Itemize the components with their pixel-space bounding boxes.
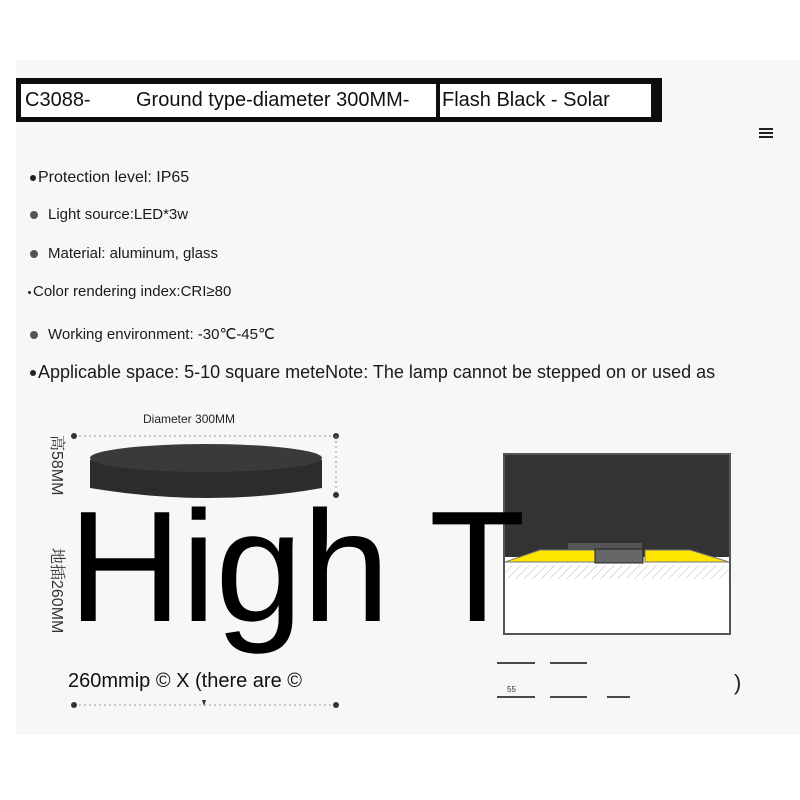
lamp-top — [90, 444, 322, 472]
spec-environment — [30, 325, 275, 345]
height-label: 高58MM — [48, 435, 65, 496]
bullet-icon — [30, 331, 38, 339]
bullet-icon — [30, 250, 38, 258]
bullet-icon — [30, 370, 36, 376]
paren-glyph: ) — [734, 670, 742, 695]
spec-space-text: Applicable space: 5-10 square meteNote: The lamp cannot be stepped on or used as — [38, 362, 716, 382]
spec-protection-text: Protection level: IP65 — [38, 169, 190, 186]
spec-cri — [28, 282, 231, 302]
menu-icon[interactable] — [759, 128, 773, 138]
dim-marker — [71, 433, 77, 439]
dim-marker — [333, 702, 339, 708]
bullet-icon — [30, 175, 36, 181]
spec-material-text: Material: aluminum, glass — [48, 245, 219, 262]
spec-cri-text: Color rendering index:CRI≥80 — [33, 283, 232, 300]
dark-surface — [505, 455, 729, 557]
small-mark: 55 — [507, 685, 516, 694]
spec-material — [30, 244, 218, 264]
lamp-core — [595, 549, 643, 563]
spec-light-source-text: Light source:LED*3w — [48, 206, 189, 223]
spec-environment-text: Working environment: -30℃-45℃ — [48, 326, 275, 343]
stake-label: 地插260MM — [48, 548, 65, 634]
diameter-label: Diameter 300MM — [143, 412, 236, 426]
product-code: C3088- — [25, 89, 91, 111]
bullet-icon — [30, 211, 38, 219]
watermark-text: High T — [68, 479, 525, 655]
dimension-marks — [495, 655, 745, 705]
bullet-icon — [28, 291, 31, 294]
spec-space — [30, 362, 715, 382]
product-description: Ground type-diameter 300MM- — [136, 89, 410, 111]
ground-hatch — [505, 565, 729, 579]
spec-light-source — [30, 205, 188, 225]
watermark-subtext: 260mmip © X (there are © — [68, 670, 303, 692]
spec-protection — [30, 168, 189, 188]
product-variant: Flash Black - Solar — [442, 89, 610, 111]
dim-marker — [71, 702, 77, 708]
title-cell-variant — [440, 84, 651, 117]
lamp-cap — [568, 543, 642, 549]
installation-drawing — [500, 450, 740, 640]
title-cell-model — [21, 84, 436, 117]
